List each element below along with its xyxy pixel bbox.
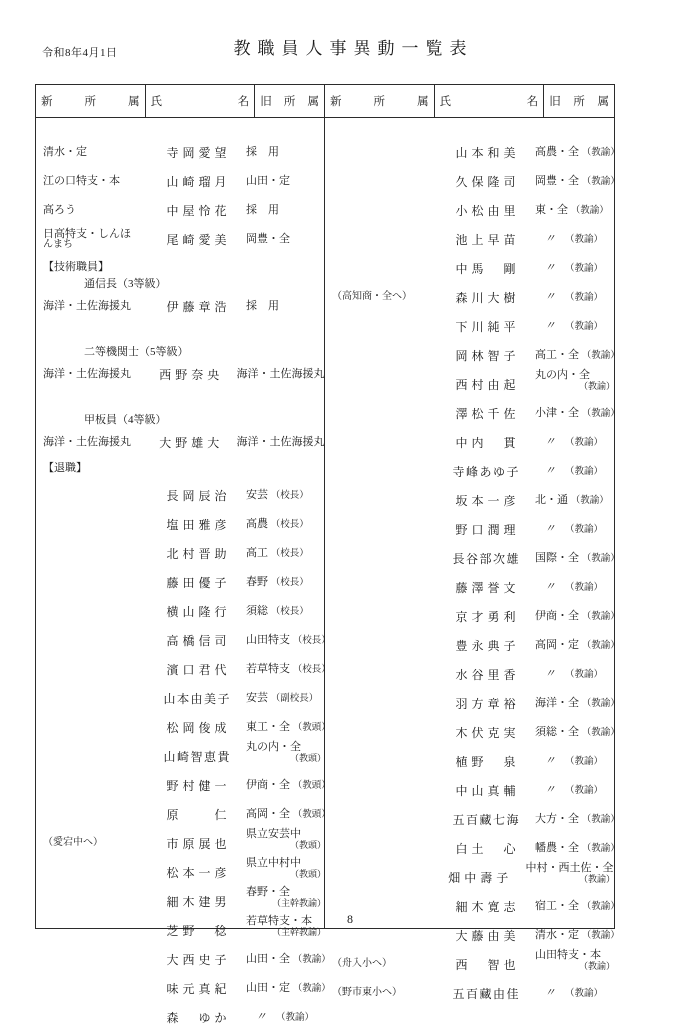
cell-old-affiliation: 宿工・全 （教諭） [535, 899, 620, 912]
ditto-mark: 〃 [544, 232, 556, 245]
table-row [325, 776, 615, 805]
cell-old-affiliation: 須総・全 （教諭） [535, 725, 620, 738]
cell-name: 西村由起 [455, 378, 520, 392]
table-row [36, 539, 326, 568]
cell-post: （教諭） [276, 1012, 315, 1023]
cell-old-affiliation: 岡豊・全 （教諭） [535, 174, 620, 187]
cell-name: 羽方章裕 [455, 697, 520, 711]
cell-old-affiliation: 山田特支・本 （教諭） [535, 948, 615, 972]
cell-new-affiliation: 海洋・土佐海援丸 [43, 299, 131, 312]
table-row [36, 428, 326, 457]
cell-name: 市原展也 [166, 837, 231, 851]
ditto-mark: 〃 [544, 754, 556, 767]
table-row [325, 834, 620, 863]
table-row [36, 858, 326, 887]
table-row [325, 486, 615, 515]
table-row [36, 568, 326, 597]
cell-new-affiliation: 江の口特支・本 [43, 174, 120, 187]
cell-old-affiliation: 須総 （校長） [246, 604, 309, 617]
cell-old-affiliation: 春野・全 （主幹教諭） [246, 885, 326, 909]
cell-name: 下川純平 [455, 320, 520, 334]
cell-old-affiliation: 若草特支・本 （主幹教諭） [246, 914, 326, 938]
table-row [36, 771, 331, 800]
cell-old-affiliation: 山田・全 （教諭） [246, 952, 331, 965]
table-row [325, 544, 620, 573]
cell-post: （教諭） [570, 495, 609, 506]
header-char: 属 [417, 96, 429, 108]
cell-new-affiliation: 清水・定 [43, 145, 87, 158]
table-row [36, 597, 326, 626]
cell-post: （教諭） [565, 466, 604, 477]
table-row [325, 631, 620, 660]
cell-name: 松岡俊成 [166, 721, 231, 735]
cell-name: 山崎智恵貴 [163, 750, 231, 764]
cell-old-affiliation: 清水・定 （教諭） [535, 928, 620, 941]
cell-old-affiliation: 安芸 （副校長） [246, 691, 319, 704]
cell-old-affiliation: 丸の内・全 （教頭） [246, 740, 326, 764]
cell-post: （教諭） [565, 234, 604, 245]
cell-name: 池上早苗 [455, 233, 520, 247]
ditto-mark: 〃 [544, 464, 556, 477]
rank-label: 甲板員（4等級） [84, 414, 167, 426]
table-body [36, 118, 620, 1025]
retire-section-label: 【退職】 [43, 462, 87, 474]
cell-new-affiliation: （高知商・全へ） [332, 291, 412, 303]
cell-old-affiliation: 山田特支 （校長） [246, 633, 331, 646]
table-row [325, 341, 620, 370]
ditto-mark: 〃 [544, 667, 556, 680]
table-row [325, 167, 620, 196]
table-row [36, 655, 331, 684]
header-char: 名 [237, 96, 250, 108]
cell-post: （教諭） [581, 640, 620, 651]
table-row [36, 800, 331, 829]
cell-name: 尾崎愛美 [166, 233, 231, 247]
cell-name: 藤田優子 [166, 576, 231, 590]
table-row [36, 974, 331, 1003]
header-char: 所 [84, 96, 97, 108]
header-char: 旧 [549, 96, 561, 108]
table-row [36, 829, 326, 858]
table-row [325, 573, 615, 602]
cell-name: 高橋信司 [166, 634, 231, 648]
table-row [325, 979, 615, 1008]
cell-name: 藤澤誉文 [455, 581, 520, 595]
cell-name: 野口潤理 [455, 523, 520, 537]
cell-new-affiliation: 海洋・土佐海援丸 [43, 435, 131, 448]
table-row [36, 626, 331, 655]
cell-old-affiliation [533, 756, 615, 768]
table-row [36, 360, 326, 389]
table-row [325, 457, 615, 486]
cell-name: 豊永典子 [455, 639, 520, 653]
table-row [36, 1003, 326, 1032]
cell-post: （教諭） [581, 727, 620, 738]
table-row [325, 950, 615, 979]
cell-old-affiliation: 採 用 [246, 203, 279, 216]
cell-post: （教頭） [292, 722, 331, 733]
table-row [325, 660, 615, 689]
cell-post: （教諭） [565, 321, 604, 332]
table-row [325, 602, 620, 631]
table-row [36, 225, 326, 254]
cell-old-affiliation: 海洋・全 （教諭） [535, 696, 620, 709]
cell-post: （校長） [270, 519, 309, 530]
cell-name: 西野奈央 [159, 368, 224, 382]
cell-post: （校長） [270, 577, 309, 588]
column-header-new-affiliation-right [325, 85, 435, 117]
document-date: 令和8年4月1日 [42, 47, 118, 59]
cell-post: （教諭） [581, 930, 620, 941]
table-row [325, 805, 620, 834]
header-char: 名 [526, 96, 539, 108]
cell-name: 大野雄大 [159, 436, 224, 450]
column-header-name-right [435, 85, 545, 117]
cell-old-affiliation [533, 466, 615, 478]
table-row [325, 254, 615, 283]
cell-post: （校長） [292, 635, 331, 646]
header-char: 所 [283, 96, 296, 108]
cell-name: 大藤由美 [455, 929, 520, 943]
cell-name: 白土 心 [455, 842, 520, 856]
cell-post: （教諭） [570, 205, 609, 216]
table-row [325, 370, 615, 399]
cell-new-affiliation: 海洋・土佐海援丸 [43, 367, 131, 380]
ditto-mark: 〃 [544, 261, 556, 274]
cell-old-affiliation: 海洋・土佐海援丸 [236, 435, 325, 448]
cell-old-affiliation: 高農・全 （教諭） [535, 145, 620, 158]
cell-post: （副校長） [270, 693, 319, 704]
cell-post: （教諭） [581, 901, 620, 912]
ditto-mark: 〃 [544, 783, 556, 796]
cell-name: 京才勇利 [455, 610, 520, 624]
cell-post: （校長） [270, 606, 309, 617]
column-header-old-affiliation-right [544, 85, 614, 117]
cell-post: （教諭） [292, 954, 331, 965]
header-char: 属 [597, 96, 609, 108]
ditto-mark: 〃 [544, 290, 556, 303]
cell-post: （校長） [270, 548, 309, 559]
cell-old-affiliation: 山田・定 [246, 174, 290, 187]
column-header-name-left [146, 85, 256, 117]
cell-post: （教諭） [565, 785, 604, 796]
table-row [325, 718, 620, 747]
personnel-transfer-table [35, 84, 620, 1025]
cell-post: （教諭） [581, 814, 620, 825]
table-row [325, 863, 615, 892]
cell-name: 五百藏七海 [452, 813, 520, 827]
cell-name: 味元真紀 [166, 982, 231, 996]
cell-post: （教諭） [581, 843, 620, 854]
cell-name: 横山隆行 [166, 605, 231, 619]
cell-post: （教頭） [292, 780, 331, 791]
cell-old-affiliation: 国際・全 （教諭） [535, 551, 620, 564]
cell-old-affiliation: 岡豊・全 [246, 232, 290, 245]
cell-name: 北村晋助 [166, 547, 231, 561]
cell-old-affiliation: 安芸 （校長） [246, 488, 309, 501]
cell-name: 山本和美 [455, 146, 520, 160]
column-header-old-affiliation-left [255, 85, 325, 117]
table-row [325, 312, 615, 341]
cell-old-affiliation: 丸の内・全 （教諭） [535, 368, 615, 392]
cell-old-affiliation: 小津・全 （教諭） [535, 406, 620, 419]
column-header-new-affiliation-left [36, 85, 146, 117]
cell-old-affiliation: 東工・全 （教頭） [246, 720, 331, 733]
table-row [36, 713, 331, 742]
cell-name: 森 ゆか [166, 1011, 231, 1025]
ditto-mark: 〃 [255, 1010, 267, 1023]
cell-name: 岡林智子 [455, 349, 520, 363]
table-row [325, 196, 615, 225]
cell-name: 細木建男 [166, 895, 231, 909]
cell-post: （教諭） [565, 524, 604, 535]
header-char: 属 [128, 96, 140, 108]
cell-post: （教諭） [565, 263, 604, 274]
cell-old-affiliation [244, 1012, 326, 1024]
cell-old-affiliation [533, 234, 615, 246]
ditto-mark: 〃 [544, 522, 556, 535]
table-row [325, 515, 615, 544]
cell-old-affiliation: 幡農・全 （教諭） [535, 841, 620, 854]
cell-name: 水谷里香 [455, 668, 520, 682]
cell-old-affiliation: 東・全 （教諭） [535, 203, 609, 216]
cell-post: （教諭） [581, 176, 620, 187]
page-number: 8 [347, 912, 353, 926]
ditto-mark: 〃 [544, 580, 556, 593]
cell-post: （教諭） [565, 988, 604, 999]
header-char: 所 [573, 96, 585, 108]
cell-name: 長岡辰治 [166, 489, 231, 503]
table-row [36, 138, 326, 167]
table-row [36, 510, 326, 539]
header-char: 属 [307, 96, 319, 108]
table-header-row [36, 85, 614, 118]
cell-old-affiliation: 北・通 （教諭） [535, 493, 609, 506]
cell-new-affiliation: 高ろう [43, 203, 76, 216]
cell-old-affiliation [533, 292, 615, 304]
cell-post: （教諭） [565, 669, 604, 680]
cell-name: 坂本一彦 [455, 494, 520, 508]
right-column-body [325, 118, 620, 1001]
cell-name: 木伏克実 [455, 726, 520, 740]
cell-old-affiliation: 若草特支 （校長） [246, 662, 331, 675]
cell-old-affiliation: 高岡・全 （教頭） [246, 807, 331, 820]
cell-post: （教諭） [565, 582, 604, 593]
cell-new-affiliation: （野市東小へ） [332, 987, 402, 999]
cell-name: 芝野 稔 [166, 924, 231, 938]
rank-label: 通信長（3等級） [84, 278, 167, 290]
cell-name: 中屋怜花 [166, 204, 231, 218]
cell-old-affiliation [533, 785, 615, 797]
ditto-mark: 〃 [544, 986, 556, 999]
cell-old-affiliation: 山田・定 （教諭） [246, 981, 331, 994]
cell-post: （教諭） [565, 292, 604, 303]
cell-old-affiliation [533, 263, 615, 275]
cell-old-affiliation [533, 437, 615, 449]
cell-name: 澤松千佐 [455, 407, 520, 421]
table-row [325, 225, 615, 254]
cell-name: 松本一彦 [166, 866, 231, 880]
cell-old-affiliation [533, 321, 615, 333]
cell-post: （教諭） [581, 350, 620, 361]
document-title: 教職員人事異動一覧表 [233, 39, 474, 58]
cell-old-affiliation: 中村・西土佐・全 （教諭） [525, 861, 615, 885]
table-row [36, 481, 326, 510]
cell-post: （教諭） [581, 147, 620, 158]
cell-post: （教諭） [565, 437, 604, 448]
cell-name: 塩田雅彦 [166, 518, 231, 532]
cell-name: 伊藤章浩 [166, 300, 231, 314]
table-row [36, 292, 326, 321]
cell-name: 中山真輔 [455, 784, 520, 798]
cell-old-affiliation: 海洋・土佐海援丸 [236, 367, 325, 380]
table-row [325, 138, 620, 167]
cell-old-affiliation: 春野 （校長） [246, 575, 309, 588]
tech-staff-section-label: 【技術職員】 [43, 261, 109, 273]
cell-name: 小松由里 [455, 204, 520, 218]
header-char: 氏 [150, 96, 163, 108]
header-char: 新 [41, 96, 53, 108]
cell-name: 中馬 剛 [455, 262, 520, 276]
cell-name: 中内 貫 [455, 436, 520, 450]
cell-name: 畑中壽子 [448, 871, 513, 885]
cell-name: 長谷部次雄 [452, 552, 520, 566]
cell-name: 原 仁 [166, 808, 231, 822]
cell-post: （教諭） [581, 408, 620, 419]
table-row [36, 945, 331, 974]
header-char: 新 [329, 96, 342, 108]
table-row [325, 283, 615, 312]
cell-new-affiliation: （舟入小へ） [332, 958, 392, 970]
cell-new-affiliation: （愛宕中へ） [43, 837, 103, 849]
cell-name: 久保隆司 [455, 175, 520, 189]
cell-old-affiliation [533, 669, 615, 681]
cell-name: 山本由美子 [163, 692, 231, 706]
cell-old-affiliation: 伊商・全 （教諭） [535, 609, 620, 622]
header-char: 旧 [260, 96, 272, 108]
cell-old-affiliation [533, 988, 615, 1000]
cell-post: （教頭） [292, 809, 331, 820]
cell-name: 山崎瑠月 [166, 175, 231, 189]
cell-post: （校長） [270, 490, 309, 501]
cell-post: （教諭） [581, 611, 620, 622]
header-char: 氏 [439, 96, 452, 108]
cell-name: 野村健一 [166, 779, 231, 793]
ditto-mark: 〃 [544, 319, 556, 332]
cell-old-affiliation [533, 582, 615, 594]
cell-post: （校長） [292, 664, 331, 675]
cell-name: 寺岡愛望 [166, 146, 231, 160]
rank-label: 二等機関士（5等級） [84, 346, 189, 358]
cell-old-affiliation: 県立中村中 （教頭） [246, 856, 326, 880]
cell-old-affiliation: 採 用 [246, 145, 279, 158]
cell-old-affiliation [533, 524, 615, 536]
cell-old-affiliation: 高工 （校長） [246, 546, 309, 559]
table-row [36, 684, 326, 713]
cell-name: 森川大樹 [455, 291, 520, 305]
cell-name: 濱口君代 [166, 663, 231, 677]
cell-new-affiliation: 日高特支・しんほ んまち [43, 227, 131, 251]
cell-post: （教諭） [581, 553, 620, 564]
cell-name: 大西史子 [166, 953, 231, 967]
cell-name: 細木寛志 [455, 900, 520, 914]
cell-old-affiliation: 高岡・定 （教諭） [535, 638, 620, 651]
cell-name: 五百藏由佳 [452, 987, 520, 1001]
cell-post: （教諭） [581, 698, 620, 709]
table-row [36, 742, 326, 771]
cell-old-affiliation: 高農 （校長） [246, 517, 309, 530]
cell-old-affiliation: 高工・全 （教諭） [535, 348, 620, 361]
cell-name: 寺峰あゆ子 [452, 465, 520, 479]
ditto-mark: 〃 [544, 435, 556, 448]
table-row [325, 747, 615, 776]
cell-post: （教諭） [292, 983, 331, 994]
cell-post: （教諭） [565, 756, 604, 767]
table-row [325, 428, 615, 457]
table-row [36, 167, 326, 196]
header-char: 所 [373, 96, 386, 108]
cell-old-affiliation: 伊商・全 （教頭） [246, 778, 331, 791]
cell-old-affiliation: 採 用 [246, 299, 279, 312]
left-column-body [36, 118, 331, 1025]
cell-name: 西 智也 [455, 958, 520, 972]
table-row [36, 196, 326, 225]
cell-old-affiliation: 大方・全 （教諭） [535, 812, 620, 825]
table-row [325, 689, 620, 718]
cell-old-affiliation: 県立安芸中 （教頭） [246, 827, 326, 851]
table-row [325, 399, 620, 428]
cell-name: 植野 泉 [455, 755, 520, 769]
